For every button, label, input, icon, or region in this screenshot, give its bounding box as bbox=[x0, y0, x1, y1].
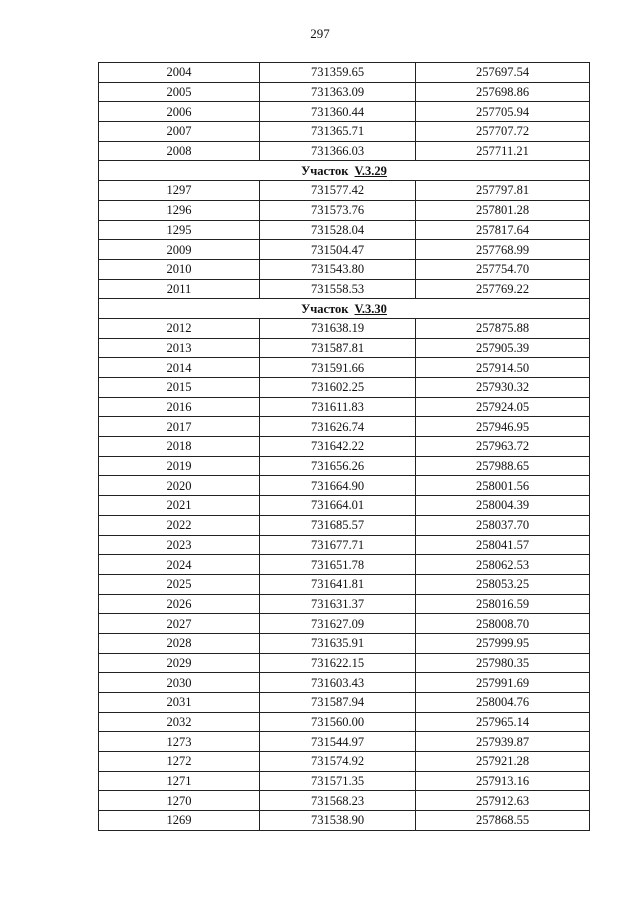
point-number-cell: 2020 bbox=[99, 476, 260, 496]
table-row bbox=[99, 397, 590, 417]
y-coordinate-cell: 257905.39 bbox=[416, 338, 590, 358]
section-code: V.3.29 bbox=[354, 163, 387, 178]
x-coordinate-cell: 731363.09 bbox=[260, 82, 416, 102]
point-number-cell: 2025 bbox=[99, 574, 260, 594]
point-number-cell: 2023 bbox=[99, 535, 260, 555]
point-number-cell: 1269 bbox=[99, 811, 260, 831]
x-coordinate-cell: 731656.26 bbox=[260, 456, 416, 476]
table-row bbox=[99, 417, 590, 437]
x-coordinate-cell: 731544.97 bbox=[260, 732, 416, 752]
y-coordinate-cell: 257817.64 bbox=[416, 220, 590, 240]
point-number-cell: 2014 bbox=[99, 358, 260, 378]
x-coordinate-cell: 731602.25 bbox=[260, 378, 416, 398]
point-number-cell: 2007 bbox=[99, 122, 260, 142]
table-row bbox=[99, 200, 590, 220]
y-coordinate-cell: 257991.69 bbox=[416, 673, 590, 693]
y-coordinate-cell: 257939.87 bbox=[416, 732, 590, 752]
y-coordinate-cell: 257980.35 bbox=[416, 653, 590, 673]
point-number-cell: 2012 bbox=[99, 318, 260, 338]
table-row bbox=[99, 752, 590, 772]
point-number-cell: 2011 bbox=[99, 279, 260, 299]
x-coordinate-cell: 731574.92 bbox=[260, 752, 416, 772]
table-row bbox=[99, 122, 590, 142]
y-coordinate-cell: 257797.81 bbox=[416, 181, 590, 201]
y-coordinate-cell: 258001.56 bbox=[416, 476, 590, 496]
y-coordinate-cell: 257754.70 bbox=[416, 259, 590, 279]
x-coordinate-cell: 731611.83 bbox=[260, 397, 416, 417]
x-coordinate-cell: 731528.04 bbox=[260, 220, 416, 240]
coordinates-table bbox=[98, 62, 590, 831]
table-row bbox=[99, 594, 590, 614]
y-coordinate-cell: 257697.54 bbox=[416, 63, 590, 83]
table-row bbox=[99, 141, 590, 161]
y-coordinate-cell: 258016.59 bbox=[416, 594, 590, 614]
y-coordinate-cell: 257707.72 bbox=[416, 122, 590, 142]
point-number-cell: 2021 bbox=[99, 496, 260, 516]
x-coordinate-cell: 731543.80 bbox=[260, 259, 416, 279]
table-row bbox=[99, 82, 590, 102]
coordinates-table-body bbox=[99, 63, 590, 831]
table-row bbox=[99, 259, 590, 279]
y-coordinate-cell: 257769.22 bbox=[416, 279, 590, 299]
table-row bbox=[99, 535, 590, 555]
x-coordinate-cell: 731360.44 bbox=[260, 102, 416, 122]
y-coordinate-cell: 258062.53 bbox=[416, 555, 590, 575]
point-number-cell: 2031 bbox=[99, 693, 260, 713]
point-number-cell: 2016 bbox=[99, 397, 260, 417]
table-row bbox=[99, 732, 590, 752]
x-coordinate-cell: 731558.53 bbox=[260, 279, 416, 299]
x-coordinate-cell: 731591.66 bbox=[260, 358, 416, 378]
y-coordinate-cell: 257921.28 bbox=[416, 752, 590, 772]
table-row bbox=[99, 614, 590, 634]
table-row bbox=[99, 673, 590, 693]
point-number-cell: 2022 bbox=[99, 515, 260, 535]
table-row bbox=[99, 220, 590, 240]
point-number-cell: 2010 bbox=[99, 259, 260, 279]
point-number-cell: 2024 bbox=[99, 555, 260, 575]
table-row bbox=[99, 811, 590, 831]
table-row bbox=[99, 496, 590, 516]
x-coordinate-cell: 731622.15 bbox=[260, 653, 416, 673]
x-coordinate-cell: 731571.35 bbox=[260, 771, 416, 791]
y-coordinate-cell: 257930.32 bbox=[416, 378, 590, 398]
y-coordinate-cell: 257705.94 bbox=[416, 102, 590, 122]
point-number-cell: 1272 bbox=[99, 752, 260, 772]
table-row bbox=[99, 653, 590, 673]
point-number-cell: 1273 bbox=[99, 732, 260, 752]
x-coordinate-cell: 731664.01 bbox=[260, 496, 416, 516]
table-row bbox=[99, 102, 590, 122]
point-number-cell: 2015 bbox=[99, 378, 260, 398]
section-header-cell bbox=[99, 161, 590, 181]
point-number-cell: 2018 bbox=[99, 437, 260, 457]
table-row bbox=[99, 279, 590, 299]
point-number-cell: 1296 bbox=[99, 200, 260, 220]
x-coordinate-cell: 731577.42 bbox=[260, 181, 416, 201]
y-coordinate-cell: 257768.99 bbox=[416, 240, 590, 260]
x-coordinate-cell: 731631.37 bbox=[260, 594, 416, 614]
x-coordinate-cell: 731685.57 bbox=[260, 515, 416, 535]
y-coordinate-cell: 257711.21 bbox=[416, 141, 590, 161]
point-number-cell: 2017 bbox=[99, 417, 260, 437]
point-number-cell: 2026 bbox=[99, 594, 260, 614]
point-number-cell: 2006 bbox=[99, 102, 260, 122]
section-code: V.3.30 bbox=[354, 301, 387, 316]
point-number-cell: 1270 bbox=[99, 791, 260, 811]
point-number-cell: 2013 bbox=[99, 338, 260, 358]
point-number-cell: 1295 bbox=[99, 220, 260, 240]
point-number-cell: 2030 bbox=[99, 673, 260, 693]
table-row bbox=[99, 437, 590, 457]
y-coordinate-cell: 257801.28 bbox=[416, 200, 590, 220]
section-header-row bbox=[99, 299, 590, 319]
section-label: Участок bbox=[301, 163, 349, 178]
x-coordinate-cell: 731560.00 bbox=[260, 712, 416, 732]
y-coordinate-cell: 257946.95 bbox=[416, 417, 590, 437]
table-row bbox=[99, 555, 590, 575]
table-row bbox=[99, 63, 590, 83]
y-coordinate-cell: 257914.50 bbox=[416, 358, 590, 378]
table-row bbox=[99, 456, 590, 476]
table-row bbox=[99, 318, 590, 338]
table-row bbox=[99, 476, 590, 496]
x-coordinate-cell: 731651.78 bbox=[260, 555, 416, 575]
point-number-cell: 2028 bbox=[99, 633, 260, 653]
x-coordinate-cell: 731664.90 bbox=[260, 476, 416, 496]
point-number-cell: 2029 bbox=[99, 653, 260, 673]
x-coordinate-cell: 731359.65 bbox=[260, 63, 416, 83]
x-coordinate-cell: 731587.94 bbox=[260, 693, 416, 713]
x-coordinate-cell: 731573.76 bbox=[260, 200, 416, 220]
x-coordinate-cell: 731641.81 bbox=[260, 574, 416, 594]
table-row bbox=[99, 791, 590, 811]
table-row bbox=[99, 338, 590, 358]
table-row bbox=[99, 240, 590, 260]
table-row bbox=[99, 693, 590, 713]
y-coordinate-cell: 257913.16 bbox=[416, 771, 590, 791]
y-coordinate-cell: 257999.95 bbox=[416, 633, 590, 653]
x-coordinate-cell: 731603.43 bbox=[260, 673, 416, 693]
point-number-cell: 2004 bbox=[99, 63, 260, 83]
table-row bbox=[99, 358, 590, 378]
x-coordinate-cell: 731504.47 bbox=[260, 240, 416, 260]
y-coordinate-cell: 257868.55 bbox=[416, 811, 590, 831]
y-coordinate-cell: 257698.86 bbox=[416, 82, 590, 102]
point-number-cell: 1297 bbox=[99, 181, 260, 201]
point-number-cell: 2009 bbox=[99, 240, 260, 260]
x-coordinate-cell: 731587.81 bbox=[260, 338, 416, 358]
section-label: Участок bbox=[301, 301, 349, 316]
x-coordinate-cell: 731538.90 bbox=[260, 811, 416, 831]
x-coordinate-cell: 731642.22 bbox=[260, 437, 416, 457]
page-number: 297 bbox=[310, 26, 330, 41]
x-coordinate-cell: 731626.74 bbox=[260, 417, 416, 437]
y-coordinate-cell: 257963.72 bbox=[416, 437, 590, 457]
table-row bbox=[99, 574, 590, 594]
y-coordinate-cell: 257924.05 bbox=[416, 397, 590, 417]
point-number-cell: 2008 bbox=[99, 141, 260, 161]
x-coordinate-cell: 731365.71 bbox=[260, 122, 416, 142]
y-coordinate-cell: 257965.14 bbox=[416, 712, 590, 732]
table-row bbox=[99, 181, 590, 201]
x-coordinate-cell: 731635.91 bbox=[260, 633, 416, 653]
y-coordinate-cell: 258041.57 bbox=[416, 535, 590, 555]
table-row bbox=[99, 515, 590, 535]
x-coordinate-cell: 731677.71 bbox=[260, 535, 416, 555]
y-coordinate-cell: 258053.25 bbox=[416, 574, 590, 594]
point-number-cell: 2027 bbox=[99, 614, 260, 634]
table-row bbox=[99, 712, 590, 732]
point-number-cell: 2019 bbox=[99, 456, 260, 476]
point-number-cell: 2032 bbox=[99, 712, 260, 732]
x-coordinate-cell: 731638.19 bbox=[260, 318, 416, 338]
y-coordinate-cell: 258004.39 bbox=[416, 496, 590, 516]
y-coordinate-cell: 257875.88 bbox=[416, 318, 590, 338]
y-coordinate-cell: 258037.70 bbox=[416, 515, 590, 535]
x-coordinate-cell: 731568.23 bbox=[260, 791, 416, 811]
y-coordinate-cell: 258004.76 bbox=[416, 693, 590, 713]
point-number-cell: 1271 bbox=[99, 771, 260, 791]
x-coordinate-cell: 731627.09 bbox=[260, 614, 416, 634]
x-coordinate-cell: 731366.03 bbox=[260, 141, 416, 161]
section-header-row bbox=[99, 161, 590, 181]
section-header-cell bbox=[99, 299, 590, 319]
table-row bbox=[99, 771, 590, 791]
table-row bbox=[99, 633, 590, 653]
y-coordinate-cell: 257988.65 bbox=[416, 456, 590, 476]
y-coordinate-cell: 257912.63 bbox=[416, 791, 590, 811]
table-row bbox=[99, 378, 590, 398]
y-coordinate-cell: 258008.70 bbox=[416, 614, 590, 634]
point-number-cell: 2005 bbox=[99, 82, 260, 102]
